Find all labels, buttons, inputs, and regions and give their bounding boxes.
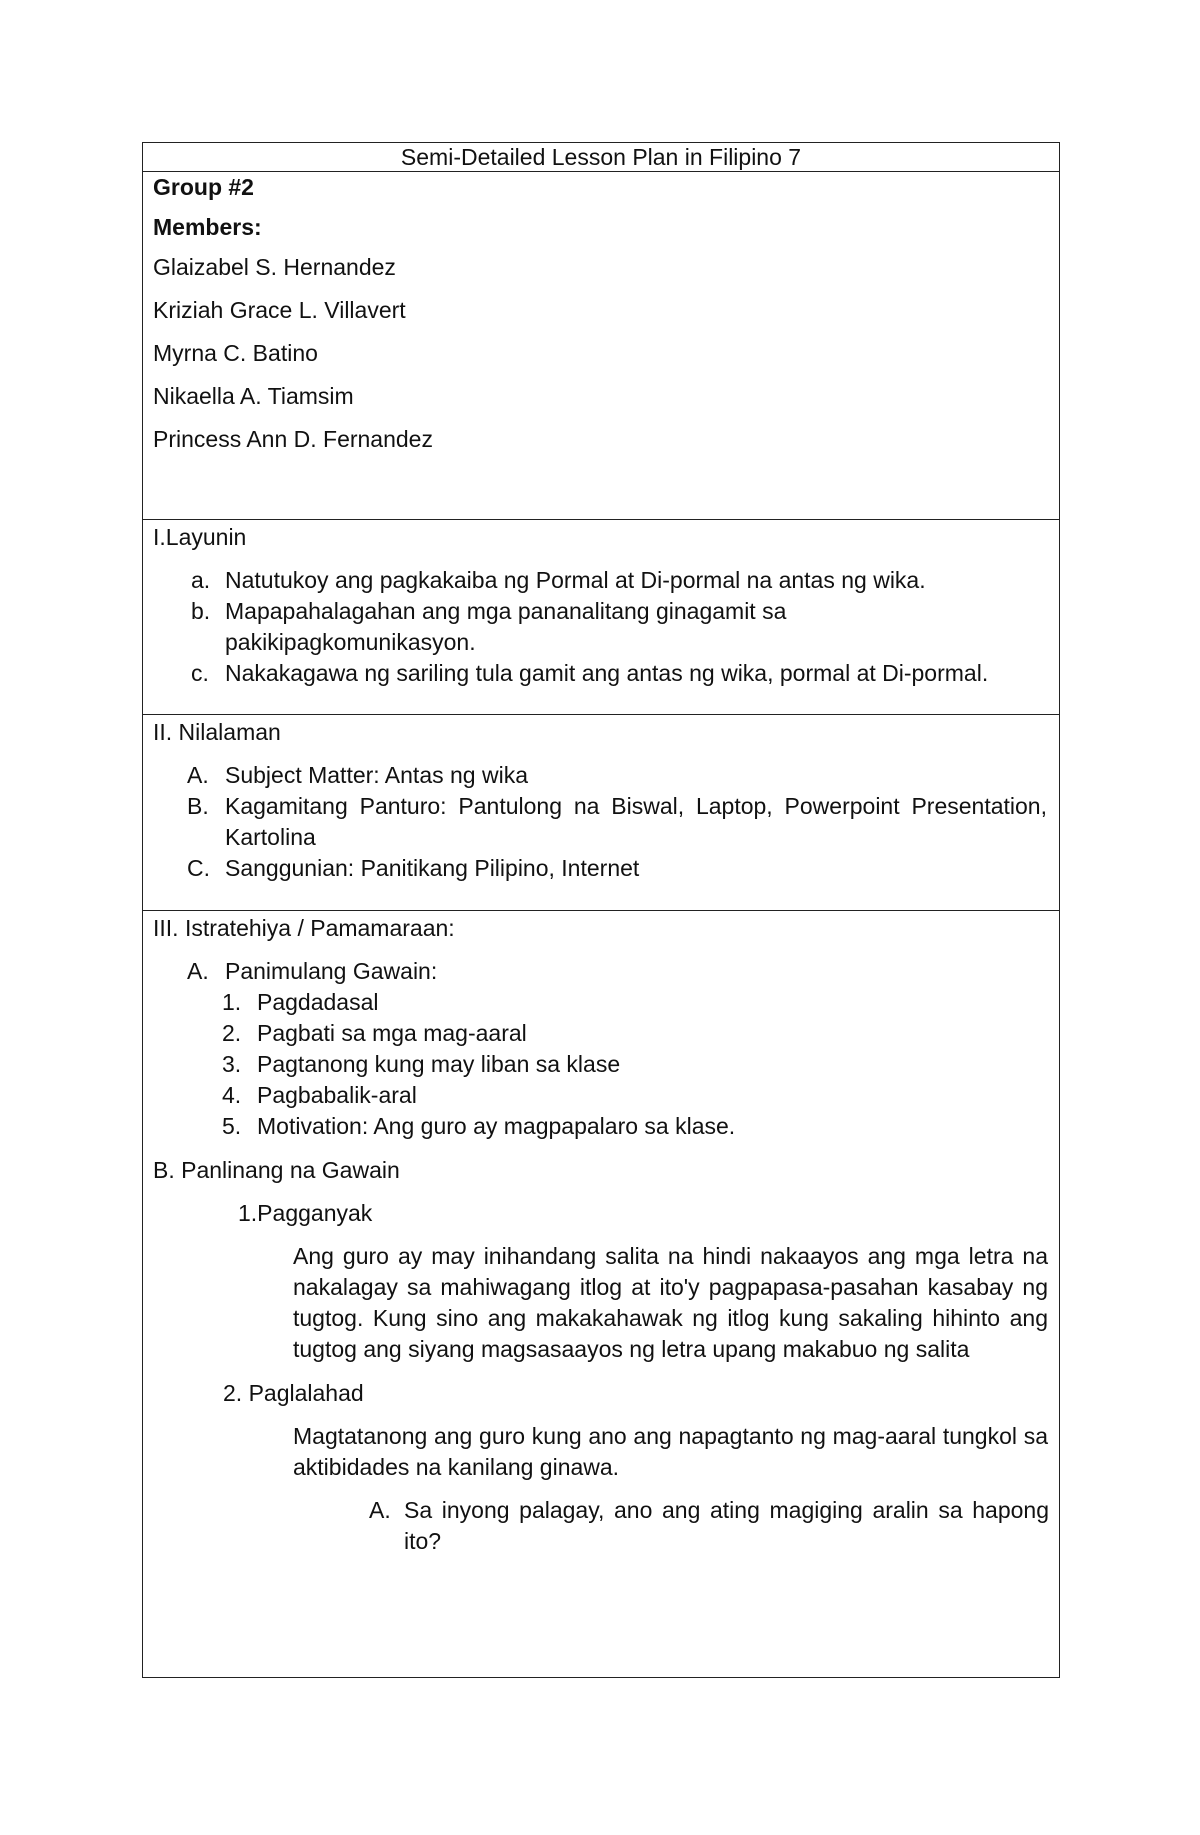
paglalahad-text: Magtatanong ang guro kung ano ang napagtanto ng mag-aaral tungkol sa aktibidades na kanilang ginawa. <box>293 1423 1048 1480</box>
panimula-list <box>187 956 1047 987</box>
list-text: Kagamitang Panturo: Pantulong na Biswal, Laptop, Powerpoint Presentation, Kartolina <box>225 793 1047 850</box>
nilalaman-list <box>187 760 1047 884</box>
list-marker: a. <box>191 567 211 593</box>
member-name: Princess Ann D. Fernandez <box>153 426 433 452</box>
paglalahad-heading: 2. Paglalahad <box>223 1380 364 1406</box>
list-marker: C. <box>187 855 210 881</box>
layunin-section <box>143 519 1059 714</box>
list-item <box>191 596 1031 658</box>
list-item <box>222 1049 922 1080</box>
list-text: Subject Matter: Antas ng wika <box>225 762 528 788</box>
istratehiya-heading: III. Istratehiya / Pamamaraan: <box>153 915 455 941</box>
panlinang-heading: B. Panlinang na Gawain <box>153 1157 400 1183</box>
list-text: Mapapahalagahan ang mga pananalitang ginagamit sa pakikipagkomunikasyon. <box>225 598 787 655</box>
member-name: Nikaella A. Tiamsim <box>153 383 354 409</box>
lesson-plan-title: Semi-Detailed Lesson Plan in Filipino 7 <box>400 144 802 170</box>
list-text: Pagbabalik-aral <box>257 1082 417 1108</box>
list-text: Sanggunian: Panitikang Pilipino, Internet <box>225 855 640 881</box>
list-marker: A. <box>369 1497 391 1523</box>
group-section <box>143 171 1059 519</box>
list-text: Pagtanong kung may liban sa klase <box>257 1051 621 1077</box>
list-item <box>191 565 1031 596</box>
list-marker: 4. <box>222 1082 242 1108</box>
question-list <box>369 1495 1049 1557</box>
member-name: Myrna C. Batino <box>153 340 318 366</box>
members-label: Members: <box>153 214 262 240</box>
list-marker: 2. <box>222 1020 242 1046</box>
list-marker: b. <box>191 598 211 624</box>
list-text: Pagdadasal <box>257 989 379 1015</box>
list-item <box>222 1018 922 1049</box>
list-text: Pagbati sa mga mag-aaral <box>257 1020 527 1046</box>
lesson-plan-table <box>142 142 1060 1678</box>
list-item <box>187 760 1047 791</box>
list-item <box>222 1080 922 1111</box>
member-name: Glaizabel S. Hernandez <box>153 254 396 280</box>
istratehiya-section <box>143 910 1059 1677</box>
list-marker: 1. <box>222 989 242 1015</box>
list-text: Panimulang Gawain: <box>225 958 438 984</box>
nilalaman-section <box>143 714 1059 910</box>
nilalaman-heading: II. Nilalaman <box>153 719 281 745</box>
list-text: Motivation: Ang guro ay magpapalaro sa klase. <box>257 1113 736 1139</box>
list-marker: c. <box>191 660 209 686</box>
list-marker: A. <box>187 762 209 788</box>
pagganyak-text: Ang guro ay may inihandang salita na hindi nakaayos ang mga letra na nakalagay sa mahiwagang itlog at ito'y pagpapasa-pasahan kasabay ng tugtog. Kung sino ang makakahawak ng itlog kung sakaling hihinto ang tugtog ang siyang magsasaayos ng letra upang makabuo ng salita <box>293 1243 1048 1362</box>
list-text: Sa inyong palagay, ano ang ating magiging aralin sa hapong ito? <box>404 1497 1049 1554</box>
panimula-steps <box>222 987 922 1142</box>
layunin-heading: I.Layunin <box>153 524 247 550</box>
list-text: Nakakagawa ng sariling tula gamit ang antas ng wika, pormal at Di-pormal. <box>225 660 989 686</box>
list-item <box>222 987 922 1018</box>
list-item <box>369 1495 1049 1557</box>
list-marker: A. <box>187 958 209 984</box>
member-name: Kriziah Grace L. Villavert <box>153 297 406 323</box>
list-item <box>187 956 1047 987</box>
layunin-list <box>191 565 1031 689</box>
pagganyak-heading: 1.Pagganyak <box>238 1200 373 1226</box>
list-text: Natutukoy ang pagkakaiba ng Pormal at Di-pormal na antas ng wika. <box>225 567 926 593</box>
list-item <box>222 1111 922 1142</box>
list-marker: 3. <box>222 1051 242 1077</box>
list-item <box>187 791 1047 853</box>
list-marker: 5. <box>222 1113 242 1139</box>
list-item <box>187 853 1047 884</box>
list-marker: B. <box>187 793 209 819</box>
list-item <box>191 658 1031 689</box>
group-label: Group #2 <box>153 174 254 200</box>
